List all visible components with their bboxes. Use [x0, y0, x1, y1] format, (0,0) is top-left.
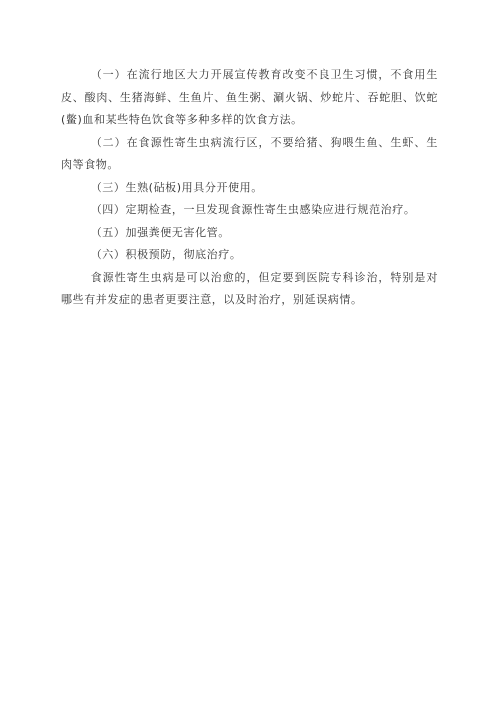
- paragraph-prevention-5: （五）加强粪便无害化管。: [90, 225, 230, 239]
- paragraph-prevention-2: （二）在食源性寄生虫病流行区，不要给猪、狗喂生鱼、生虾、生肉等食物。: [61, 135, 438, 171]
- paragraph-conclusion: 食源性寄生虫病是可以治愈的，但定要到医院专科诊治，特别是对哪些有并发症的患者更要注意，以及时治疗，别延误病情。: [61, 270, 438, 306]
- document-body: [61, 64, 438, 312]
- paragraph-prevention-1: （一）在流行地区大力开展宣传教育改变不良卫生习惯，不食用生皮、酸肉、生猪海鲜、生鱼片、鱼生粥、涮火锅、炒蛇片、吞蛇胆、饮蛇(鳖)血和某些特色饮食等多种多样的饮食方法。: [61, 68, 438, 126]
- paragraph-prevention-6: （六）积极预防，彻底治疗。: [90, 248, 242, 261]
- paragraph-prevention-4: （四）定期检查，一旦发现食源性寄生虫感染应进行规范治疗。: [90, 203, 416, 216]
- paragraph-prevention-3: （三）生熟(砧板)用具分开使用。: [90, 180, 263, 194]
